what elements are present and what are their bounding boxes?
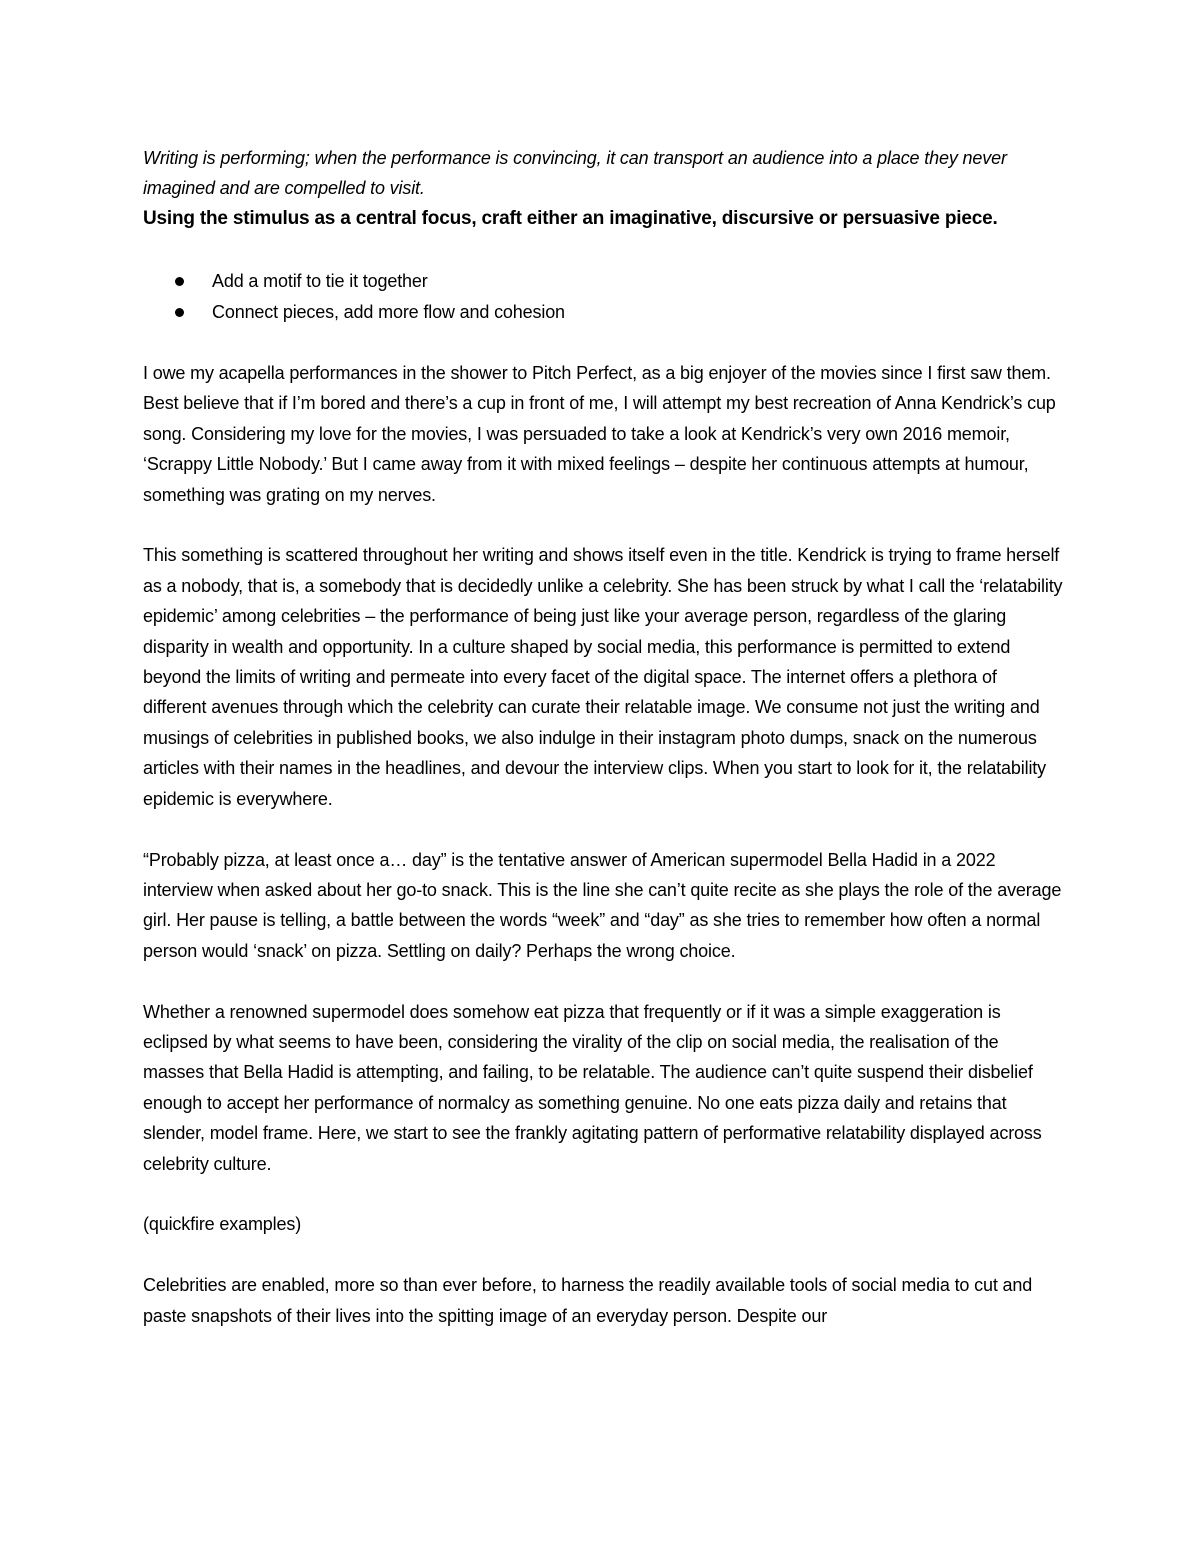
task-instruction-end: piece. bbox=[939, 207, 998, 229]
paragraph: (quickfire examples) bbox=[143, 1214, 302, 1235]
note-text: Connect pieces, add more flow and cohesion bbox=[212, 301, 565, 322]
note-text: Add a motif to tie it together bbox=[212, 271, 428, 292]
bullet-icon bbox=[175, 308, 184, 317]
paragraph: Whether a renowned supermodel does somehow eat pizza that frequently or if it was a simple exaggeration is eclipsed by what seems to have been, considering the virality of the clip on social media, the realisation of the masses that Bella Hadid is attempting, and failing, to be relatable. The audience can’t quite suspend their disbelief enough to accept her performance of normalcy as something genuine. No one eats pizza daily and retains that slender, model frame. Here, we start to see the frankly agitating pattern of performative relatability displayed across celebrity culture. bbox=[143, 1001, 1042, 1174]
task-instruction bbox=[143, 204, 1063, 234]
bullet-icon bbox=[175, 277, 184, 286]
task-emphasis: persuasive bbox=[842, 207, 940, 229]
notes-list bbox=[143, 266, 1063, 327]
paragraph: Celebrities are enabled, more so than ever before, to harness the readily available tools of social media to cut and paste snapshots of their lives into the spitting image of an everyday person. Despite our bbox=[143, 1275, 1033, 1326]
document-body bbox=[143, 143, 1063, 1331]
paragraph: “Probably pizza, at least once a… day” is the tentative answer of American supermodel Bella Hadid in a 2022 interview when asked about her go-to snack. This is the line she can’t quite recite as she plays the role of the average girl. Her pause is telling, a battle between the words “week” and “day” as she tries to remember how often a normal person would ‘snack’ on pizza. Settling on daily? Perhaps the wrong choice. bbox=[143, 849, 1062, 961]
paragraph: This something is scattered throughout her writing and shows itself even in the title. Kendrick is trying to frame herself as a nobody, that is, a somebody that is decidedly unlike a celebrity. She has been struck by what I call the ‘relatability epidemic’ among celebrities – the performance of being just like your average person, regardless of the glaring disparity in wealth and opportunity. In a culture shaped by social media, this performance is permitted to extend beyond the limits of writing and permeate into every facet of the digital space. The internet offers a plethora of different avenues through which the celebrity can curate their relatable image. We consume not just the writing and musings of celebrities in published books, we also indulge in their instagram photo dumps, snack on the numerous articles with their names in the headlines, and devour the interview clips. When you start to look for it, the relatability epidemic is everywhere. bbox=[143, 545, 1063, 809]
paragraph: I owe my acapella performances in the shower to Pitch Perfect, as a big enjoyer of the movies since I first saw them. Best believe that if I’m bored and there’s a cup in front of me, I will attempt my best recreation of Anna Kendrick’s cup song. Considering my love for the movies, I was persuaded to take a look at Kendrick’s very own 2016 memoir, ‘Scrappy Little Nobody.’ But I came away from it with mixed feelings – despite her continuous attempts at humour, something was grating on my nerves. bbox=[143, 363, 1056, 505]
list-item bbox=[143, 297, 1063, 327]
stimulus-quote: Writing is performing; when the performance is convincing, it can transport an audience into a place they never imagined and are compelled to visit. bbox=[143, 148, 1007, 199]
list-item bbox=[143, 266, 1063, 296]
task-instruction-start: Using the stimulus as a central focus, craft either an imaginative, discursive or bbox=[143, 207, 843, 229]
